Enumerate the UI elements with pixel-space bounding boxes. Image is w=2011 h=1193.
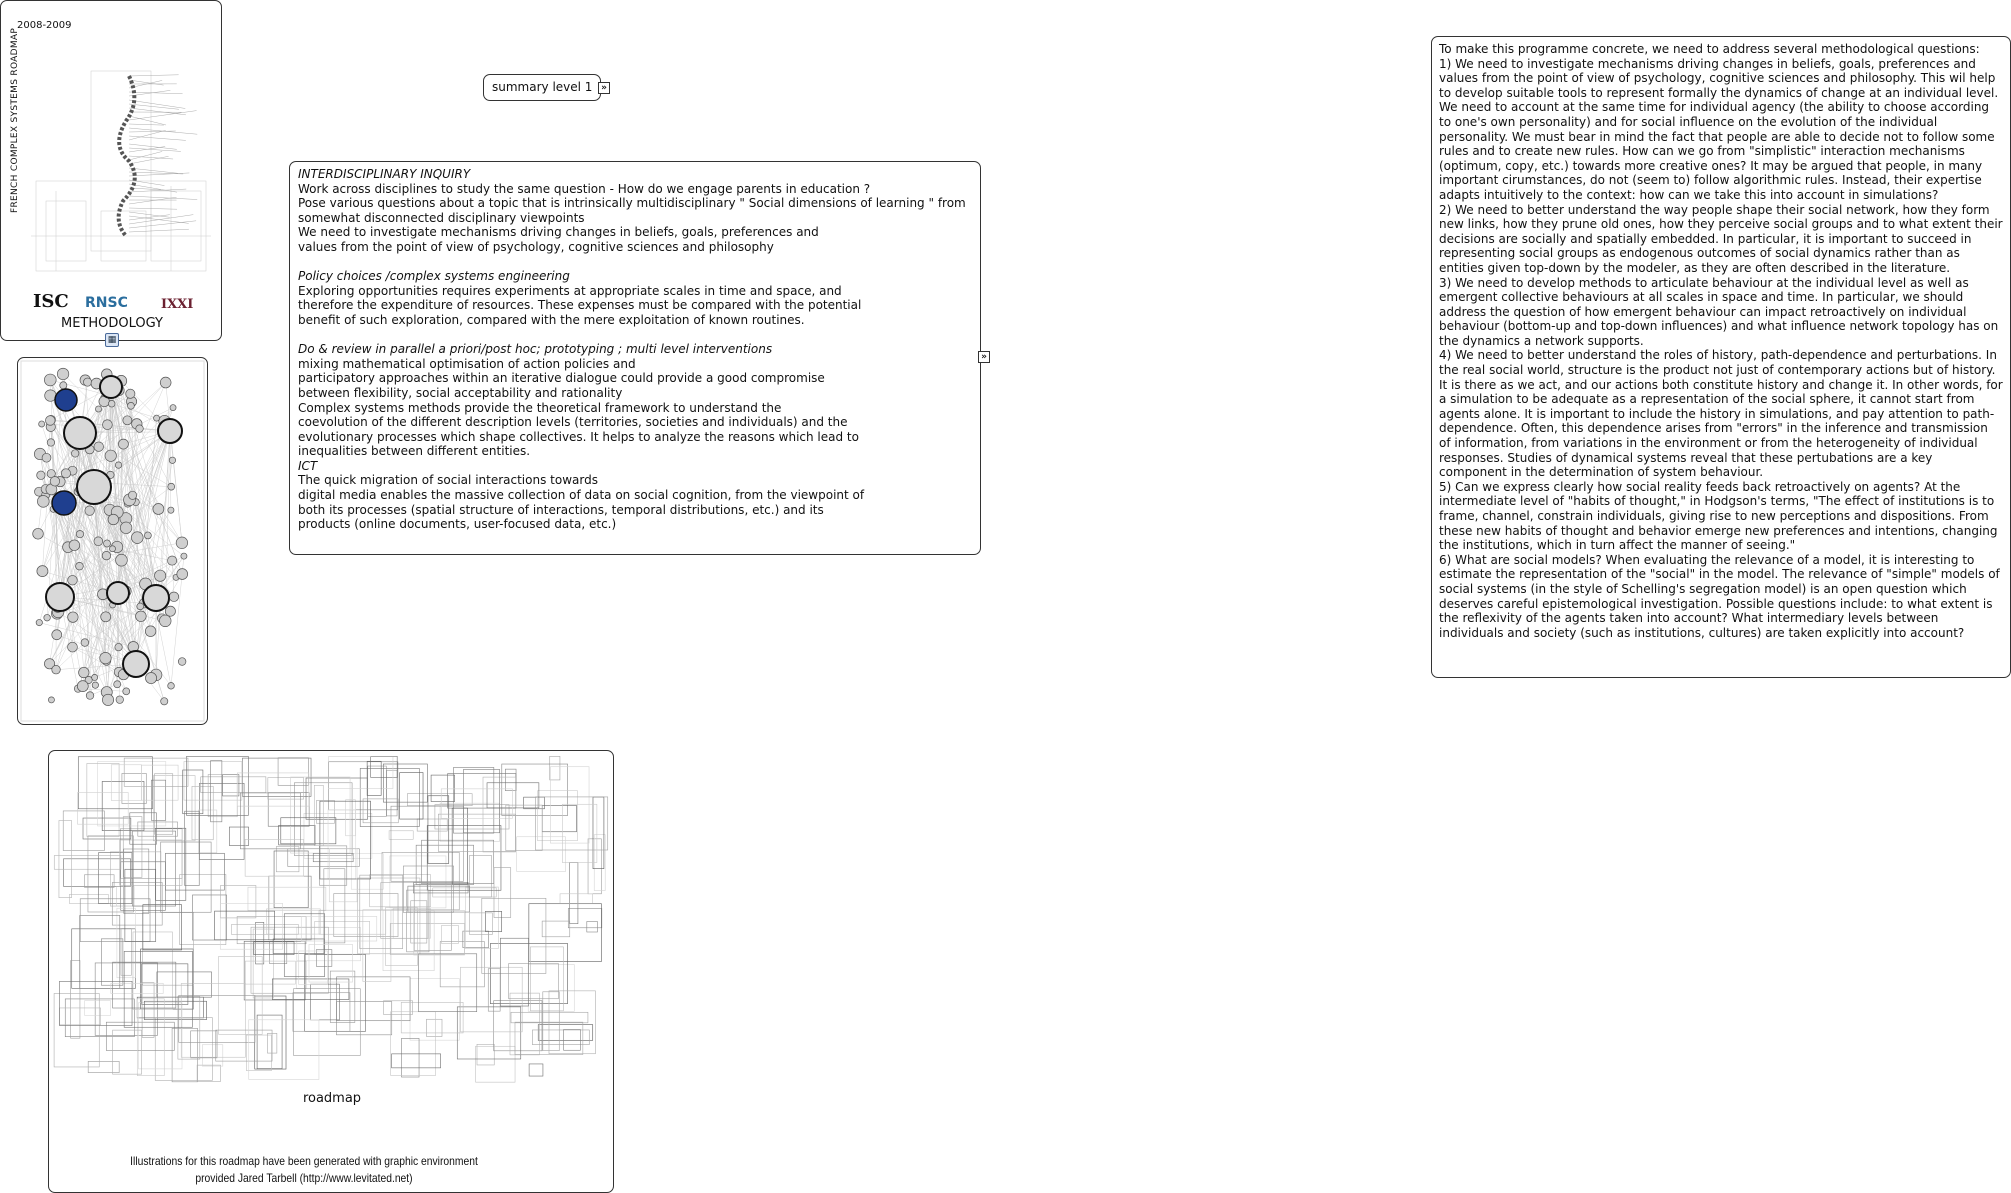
roadmap-illustration [49, 751, 613, 1141]
ict-body: The quick migration of social interactions towards digital media enables the massive collection of data on social cognition, from the viewpoint of both its processes (spatial structure of interactions, temporal distributions, etc.) and its products (online documents, user-focused data, etc.) [298, 473, 865, 532]
inquiry-heading: INTERDISCIPLINARY INQUIRY [298, 167, 471, 181]
question-1: 1) We need to investigate mechanisms driving changes in beliefs, goals, preferences and values from the point of view of psychology, cognitive sciences and philosophy. This wil help to develop suitable tools to represent formally the dynamics of change at an individual level. We need to account at the same time for individual agency (the ability to choose according to one's own personality) and for social influence on the evolution of the individual personality. We must bear in mind the fact that people are able to decide not to follow some rules and to create new rules. How can we go from "simplistic" interaction mechanisms (optimum, copy, etc.) towards more creative ones? It may be argued that people, in many important cirumstances, do not (seem to) follow algorithmic rules. Instead, their expertise adapts intuitively to the context: how can we take this into account in simulations? [1439, 56, 1999, 202]
question-4: 4) We need to better understand the roles of history, path-dependence and perturbations. In the real social world, structure is the product not just of contemporary actions but of history. It is there as we act, and our actions both constitute history and change it. In other words, for a simulation to be adequate as a representation of the social sphere, it cannot start from agents alone. It is important to include the history in simulations, and pay attention to path-dependence. Often, this dependence arises from "errors" in the inference and transmission of information, from variations in the environment or from the heterogeneity of individual responses. Studies of dynamical systems reveal that these pertubations are a key component in the determination of system behaviour. [1439, 348, 2003, 480]
double-chevron-right-icon[interactable]: » [598, 82, 610, 94]
policy-body: Exploring opportunities requires experiments at appropriate scales in time and space, and therefore the expenditure of resources. These expenses must be compared with the potential benefit of such exploration, compared with the mere exploitation of known routines. [298, 283, 862, 327]
credit-line-1: Illustrations for this roadmap have been generated with graphic environment [130, 1154, 478, 1168]
summary-level-1-node[interactable]: summary level 1 [483, 74, 601, 101]
question-6: 6) What are social models? When evaluating the relevance of a model, it is interesting to estimate the representation of the "social" in the model. The relevance of "simple" models of social systems (in the style of Schelling's segregation model) is an open question which deserves careful epistemological investigation. Possible questions include: to what extent is the reflexivity of the agents taken into account? What intermediary levels between individuals and society (such as institutions, cultures) are taken explicitly into account? [1439, 552, 2000, 640]
policy-heading: Policy choices /complex systems engineering [298, 269, 570, 284]
cover-illustration [31, 61, 211, 281]
roadmap-caption: roadmap [302, 1091, 362, 1106]
questions-node[interactable] [1431, 36, 2011, 678]
question-2: 2) We need to better understand the way people shape their social network, how they form new links, how they prune old ones, how they perceive social groups and to what extent their decisions are socially and spatially embedded. In particular, it is important to succeed in representing social groups as endogenous outcomes of social dynamics rather than as entities given top-down by the modeler, as they are often described in the literature. [1439, 202, 2003, 275]
network-graph-node[interactable] [17, 357, 208, 725]
cover-node[interactable] [0, 0, 222, 341]
network-graph [18, 358, 207, 724]
double-chevron-right-icon[interactable]: » [978, 351, 990, 363]
cover-year: 2008-2009 [17, 20, 72, 31]
question-5: 5) Can we express clearly how social reality feeds back retroactively on agents? At the intermediate level of "habits of thought," in Hodgson's terms, "The effect of institutions is to frame, channel, constrain individuals, giving rise to new perceptions and dispositions. From these new habits of thought and behavior emerge new preferences and intentions, changing the institutions, which in turn affect the manner of seeing." [1439, 479, 1998, 553]
credit-line-2: provided Jared Tarbell (http://www.levitated.net) [195, 1171, 413, 1185]
cover-caption: METHODOLOGY [60, 316, 163, 331]
questions-intro: To make this programme concrete, we need to address several methodological questions: [1439, 42, 1980, 56]
cover-vertical-title: FRENCH COMPLEX SYSTEMS ROADMAP [10, 27, 20, 213]
inquiry-body: Work across disciplines to study the same question - How do we engage parents in education ? Pose various questions about a topic that is intrinsically multidisciplinary " Social dimensions of learning " from somewhat disconnected disciplinary viewpoints We need to investigate mechanisms driving changes in beliefs, goals, preferences and values from the point of view of psychology, cognitive sciences and philosophy [298, 181, 966, 254]
roadmap-credit [85, 1153, 524, 1187]
isc-logo: ISC [33, 291, 69, 312]
review-heading: Do & review in parallel a priori/post hoc; prototyping ; multi level interventions [298, 342, 773, 357]
inquiry-node[interactable] [289, 161, 981, 555]
question-3: 3) We need to develop methods to articulate behaviour at the individual level as well as emergent collective behaviours at all scales in space and time. In particular, we should address the question of how emergent behaviour can impact retroactively on individual behaviour (bottom-up and top-down influences) and what influence network topology has on the dynamics a network supports. [1439, 275, 1999, 348]
rnsc-logo: RNSC [85, 295, 128, 311]
map-icon[interactable]: ▦ [105, 333, 119, 347]
ict-heading: ICT [298, 458, 318, 473]
roadmap-node[interactable] [48, 750, 614, 1193]
ixxi-logo: IXXI [161, 297, 194, 312]
review-body: mixing mathematical optimisation of action policies and participatory approaches within an iterative dialogue could provide a good compromise between flexibility, social acceptability and rationality Complex systems methods provide the theoretical framework to understand the coevolution of the different description levels (territories, societies and individuals) and the evolutionary processes which shape collectives. It helps to analyze the reasons which lead to inequalities between different entities. [298, 356, 859, 459]
